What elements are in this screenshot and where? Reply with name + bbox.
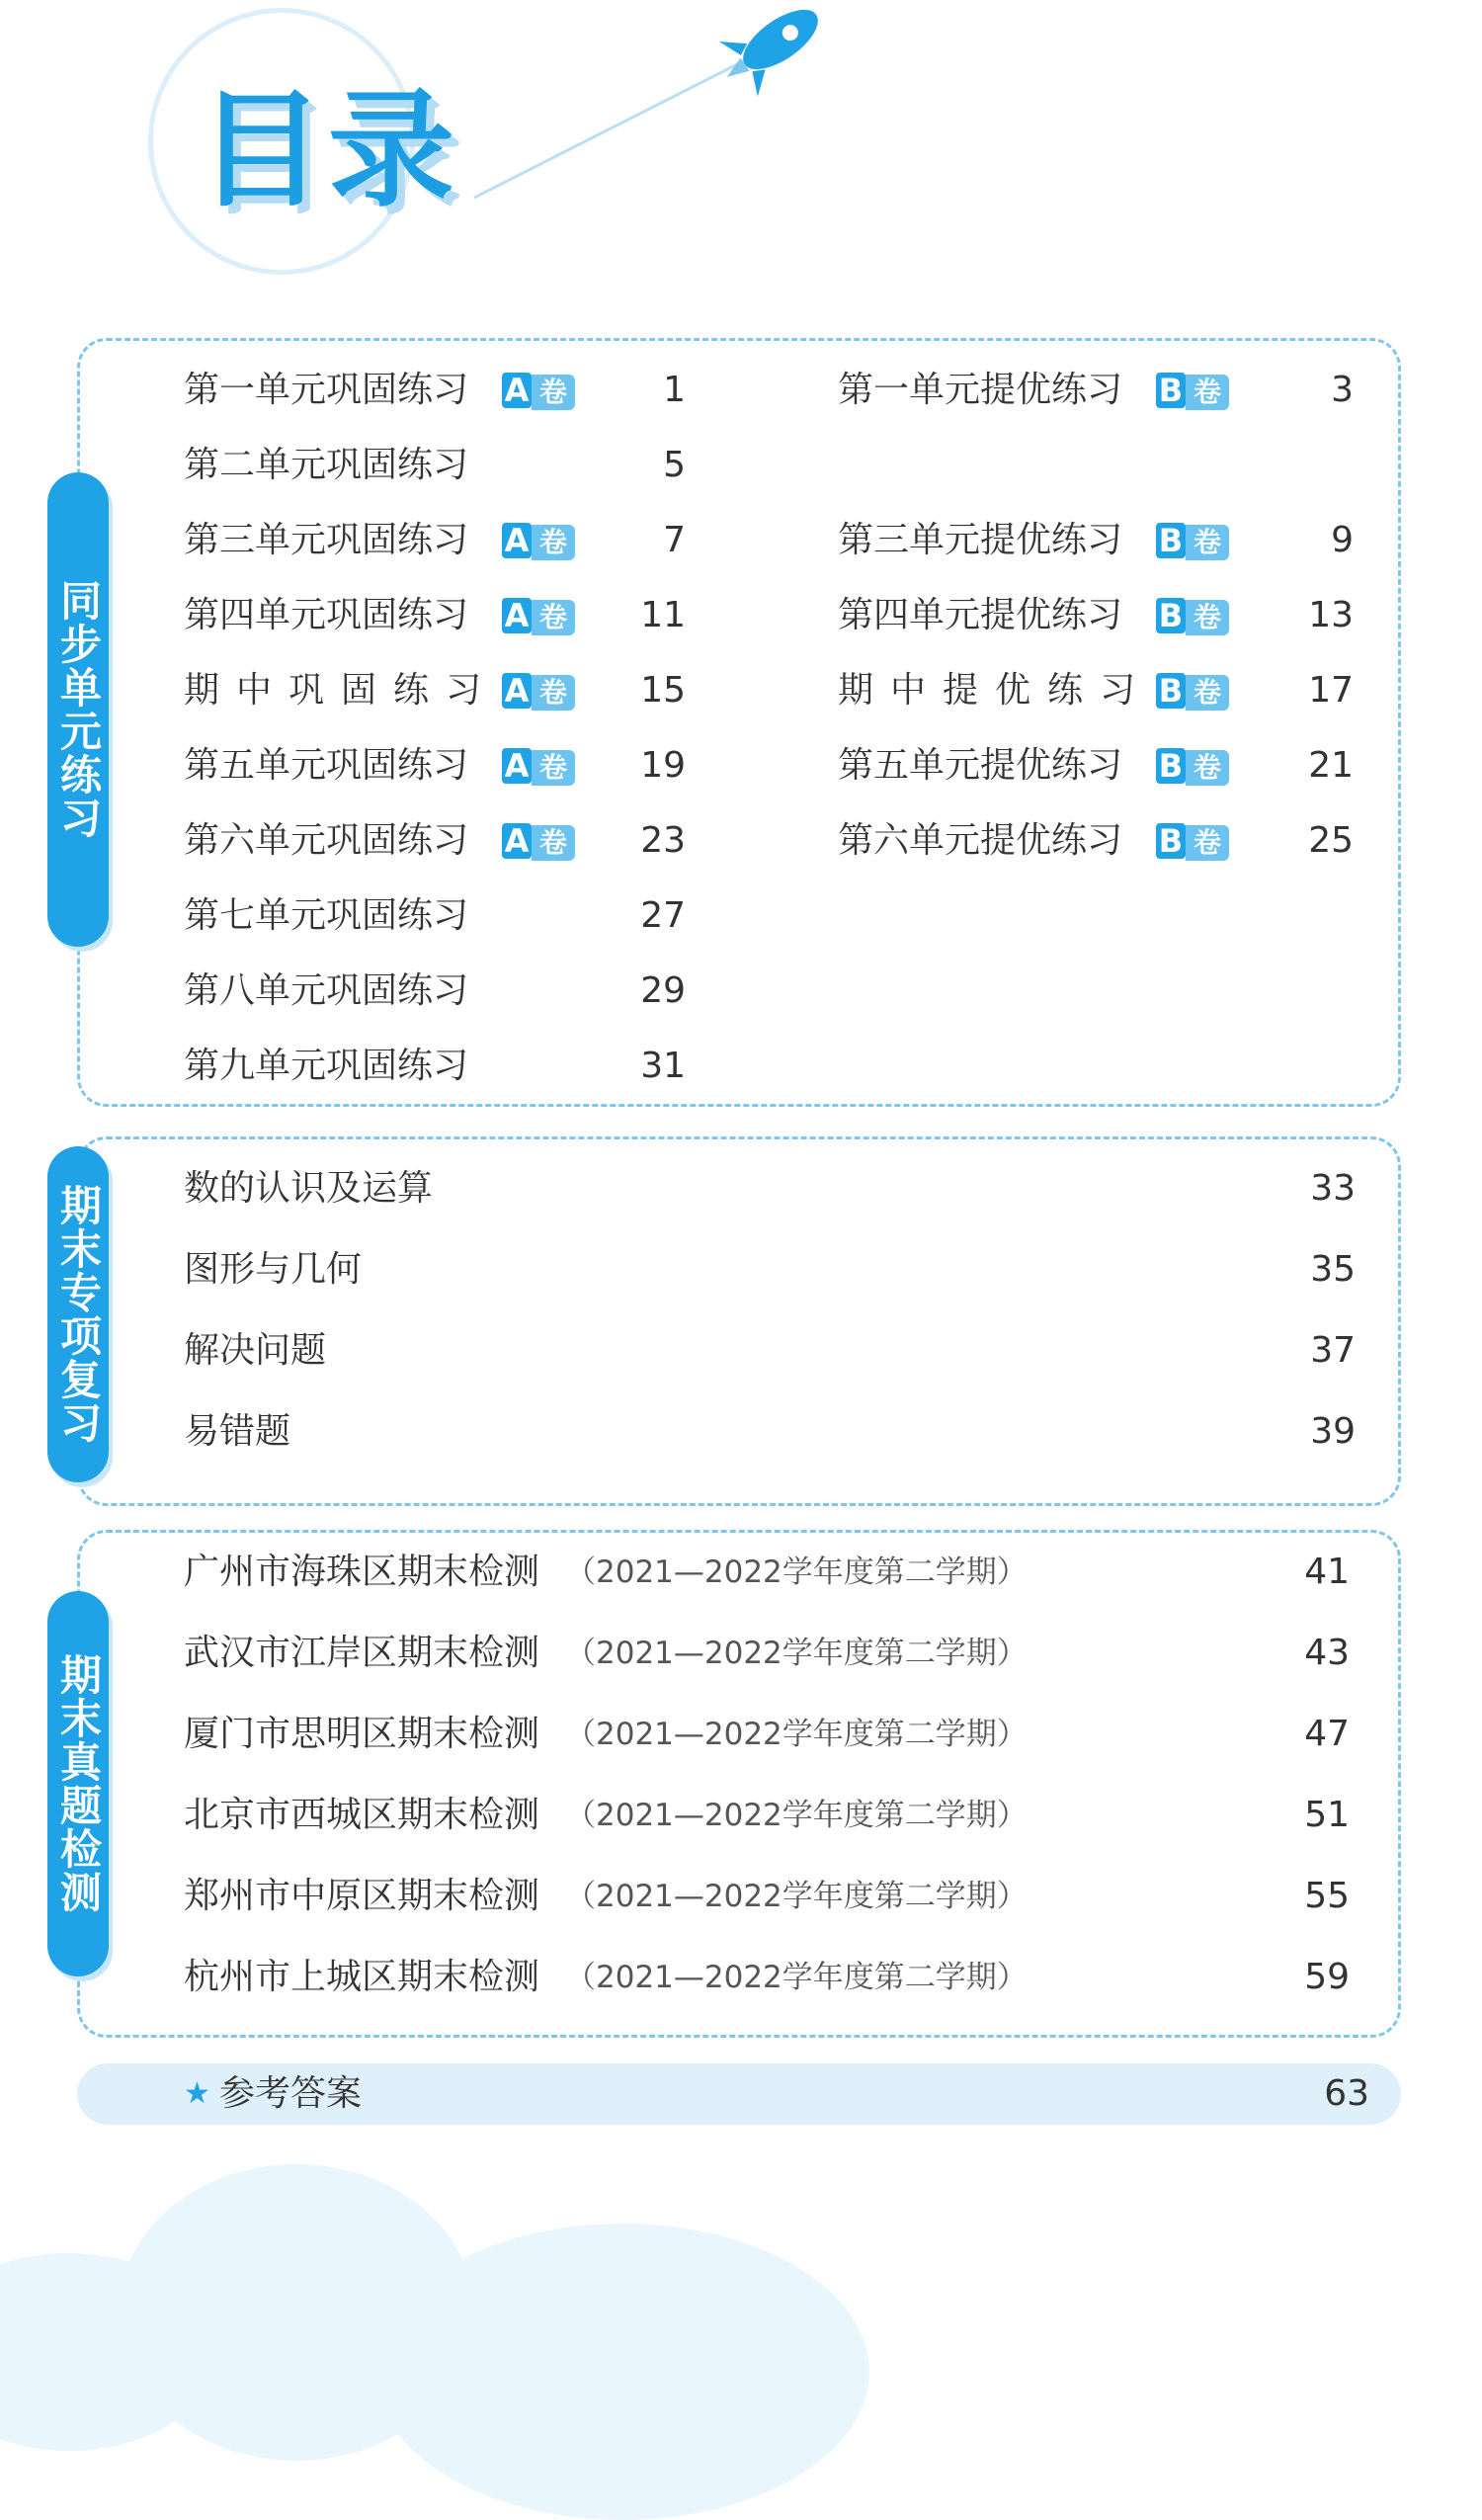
toc-item-title[interactable]: 第三单元提优练习	[838, 520, 1123, 560]
toc-page-number: 13	[1308, 595, 1354, 635]
volume-badge	[1156, 598, 1233, 633]
volume-badge	[1156, 673, 1233, 709]
toc-page-number: 23	[640, 820, 686, 861]
volume-badge	[1156, 523, 1233, 558]
toc-item-subtitle: （2021—2022学年度第二学期）	[565, 1636, 1028, 1671]
toc-item-title[interactable]: 期中巩固练习	[184, 670, 499, 711]
toc-item-title[interactable]: 北京市西城区期末检测	[184, 1795, 540, 1835]
toc-item-subtitle: （2021—2022学年度第二学期）	[565, 1960, 1028, 1995]
volume-badge	[1156, 373, 1233, 408]
cloud-decoration	[375, 2224, 869, 2520]
page-title: 目录	[198, 77, 459, 224]
volume-suffix: 卷	[532, 375, 575, 410]
toc-page-number: 47	[1304, 1714, 1350, 1754]
toc-page-number: 33	[1310, 1168, 1356, 1209]
toc-item-title[interactable]: 厦门市思明区期末检测	[184, 1714, 540, 1754]
volume-suffix: 卷	[1186, 825, 1229, 861]
volume-letter: B	[1156, 373, 1186, 408]
volume-suffix: 卷	[532, 675, 575, 711]
toc-page-number: 41	[1304, 1552, 1350, 1592]
volume-suffix: 卷	[532, 600, 575, 635]
volume-letter: A	[502, 598, 532, 633]
toc-item-title[interactable]: 解决问题	[184, 1330, 327, 1371]
toc-page-number: 29	[640, 970, 686, 1011]
answers-title[interactable]: 参考答案	[219, 2073, 363, 2114]
toc-item-title[interactable]: 第四单元巩固练习	[184, 595, 469, 635]
volume-letter: A	[502, 823, 532, 859]
volume-letter: B	[1156, 673, 1186, 709]
toc-item-title[interactable]: 第五单元巩固练习	[184, 745, 469, 786]
answers-page-number: 63	[1324, 2073, 1369, 2114]
toc-item-title[interactable]: 第六单元巩固练习	[184, 820, 469, 861]
toc-item-title[interactable]: 第七单元巩固练习	[184, 895, 469, 936]
toc-page-number: 19	[640, 745, 686, 786]
section-label: 同步单元练习	[54, 579, 103, 840]
toc-item-title[interactable]: 期中提优练习	[838, 670, 1153, 711]
toc-item-subtitle: （2021—2022学年度第二学期）	[565, 1717, 1028, 1752]
toc-page-number: 59	[1304, 1957, 1350, 1997]
volume-badge	[502, 673, 579, 709]
volume-letter: A	[502, 373, 532, 408]
volume-badge	[1156, 748, 1233, 784]
volume-letter: B	[1156, 523, 1186, 558]
volume-suffix: 卷	[532, 525, 575, 560]
volume-badge	[502, 598, 579, 633]
toc-page-number: 35	[1310, 1249, 1356, 1290]
volume-badge	[502, 523, 579, 558]
toc-item-subtitle: （2021—2022学年度第二学期）	[565, 1798, 1028, 1833]
volume-suffix: 卷	[1186, 525, 1229, 560]
volume-suffix: 卷	[1186, 750, 1229, 786]
toc-item-title[interactable]: 第三单元巩固练习	[184, 520, 469, 560]
toc-item-title[interactable]: 杭州市上城区期末检测	[184, 1957, 540, 1997]
section-tab-final-review	[47, 1146, 109, 1482]
toc-page-number: 17	[1308, 670, 1354, 711]
volume-letter: B	[1156, 598, 1186, 633]
toc-page-number: 5	[663, 445, 686, 485]
toc-item-title[interactable]: 第九单元巩固练习	[184, 1046, 469, 1086]
volume-badge	[1156, 823, 1233, 859]
toc-item-title[interactable]: 第一单元提优练习	[838, 370, 1123, 410]
volume-badge	[502, 823, 579, 859]
volume-letter: A	[502, 673, 532, 709]
toc-item-title[interactable]: 第五单元提优练习	[838, 745, 1123, 786]
volume-letter: A	[502, 523, 532, 558]
toc-page-number: 55	[1304, 1876, 1350, 1916]
section-tab-sync-practice	[47, 472, 109, 947]
toc-page-number: 51	[1304, 1795, 1350, 1835]
toc-page-number: 15	[640, 670, 686, 711]
toc-page-number: 31	[640, 1046, 686, 1086]
toc-page-number: 9	[1331, 520, 1354, 560]
toc-item-title[interactable]: 第八单元巩固练习	[184, 970, 469, 1011]
toc-page-number: 27	[640, 895, 686, 936]
section-tab-final-exams	[47, 1591, 109, 1976]
toc-item-subtitle: （2021—2022学年度第二学期）	[565, 1879, 1028, 1914]
volume-suffix: 卷	[532, 825, 575, 861]
section-label: 期末专项复习	[54, 1184, 103, 1445]
volume-badge	[502, 748, 579, 784]
section-label: 期末真题检测	[54, 1653, 103, 1914]
toc-item-title[interactable]: 图形与几何	[184, 1249, 363, 1290]
toc-item-title[interactable]: 郑州市中原区期末检测	[184, 1876, 540, 1916]
toc-item-subtitle: （2021—2022学年度第二学期）	[565, 1554, 1028, 1590]
toc-page-number: 21	[1308, 745, 1354, 786]
toc-page-number: 43	[1304, 1633, 1350, 1673]
volume-suffix: 卷	[532, 750, 575, 786]
toc-item-title[interactable]: 易错题	[184, 1411, 291, 1452]
toc-page-number: 3	[1331, 370, 1354, 410]
volume-letter: B	[1156, 823, 1186, 859]
toc-page-number: 37	[1310, 1330, 1356, 1371]
volume-letter: A	[502, 748, 532, 784]
volume-suffix: 卷	[1186, 600, 1229, 635]
toc-page-number: 7	[663, 520, 686, 560]
toc-item-title[interactable]: 第一单元巩固练习	[184, 370, 469, 410]
toc-page-number: 25	[1308, 820, 1354, 861]
toc-page-number: 1	[663, 370, 686, 410]
volume-letter: B	[1156, 748, 1186, 784]
volume-badge	[502, 373, 579, 408]
toc-page-number: 11	[640, 595, 686, 635]
star-icon: ★	[184, 2076, 210, 2111]
toc-item-title[interactable]: 第六单元提优练习	[838, 820, 1123, 861]
toc-item-title[interactable]: 第二单元巩固练习	[184, 445, 469, 485]
toc-page-number: 39	[1310, 1411, 1356, 1452]
volume-suffix: 卷	[1186, 375, 1229, 410]
toc-item-title[interactable]: 第四单元提优练习	[838, 595, 1123, 635]
toc-item-title[interactable]: 数的认识及运算	[184, 1168, 434, 1209]
volume-suffix: 卷	[1186, 675, 1229, 711]
rocket-icon	[464, 0, 860, 217]
toc-item-title[interactable]: 广州市海珠区期末检测	[184, 1552, 540, 1592]
toc-item-title[interactable]: 武汉市江岸区期末检测	[184, 1633, 540, 1673]
